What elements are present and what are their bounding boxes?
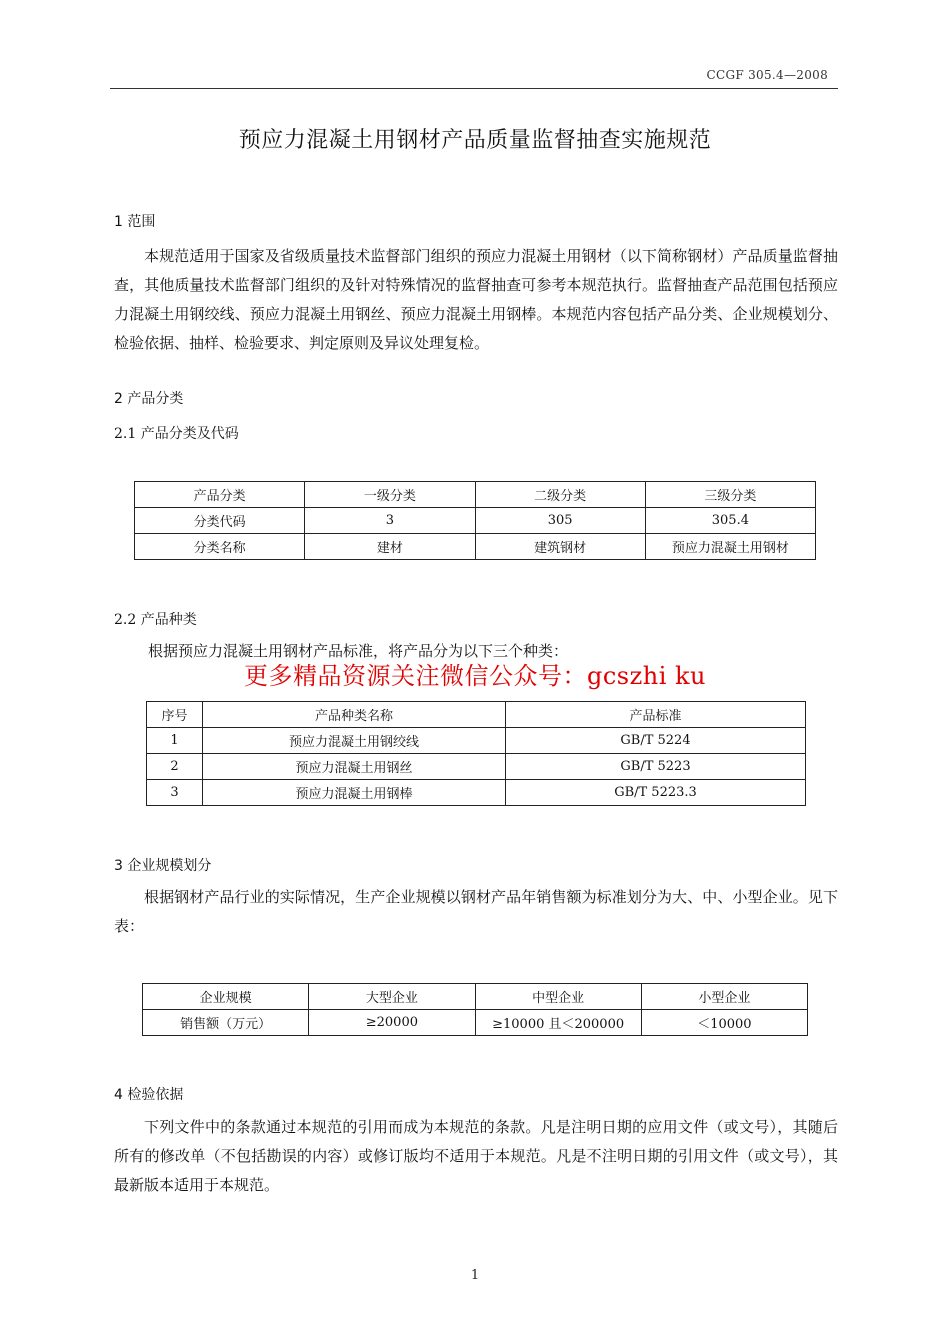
table-cell: 3 — [305, 508, 475, 534]
table-cell: 预应力混凝土用钢材 — [645, 534, 815, 560]
section-3-heading: 3 企业规模划分 — [114, 858, 212, 874]
table-row — [147, 754, 806, 780]
standard-code: CCGF 305.4—2008 — [706, 68, 828, 82]
table-cell: 产品分类 — [135, 482, 305, 508]
section-1-heading: 1 范围 — [114, 214, 156, 230]
product-types-table — [146, 701, 806, 806]
table-cell: 2 — [147, 754, 203, 780]
table-cell: 中型企业 — [475, 984, 641, 1010]
table-cell: GB/T 5223.3 — [506, 780, 806, 806]
table-cell: 预应力混凝土用钢棒 — [203, 780, 506, 806]
table-cell: 企业规模 — [143, 984, 309, 1010]
table-cell: 预应力混凝土用钢丝 — [203, 754, 506, 780]
section-2-2-heading: 2.2 产品种类 — [114, 612, 197, 628]
classification-table — [134, 481, 816, 560]
table-row — [135, 508, 816, 534]
table-cell: 305.4 — [645, 508, 815, 534]
table-cell: 建筑钢材 — [475, 534, 645, 560]
table-cell: 产品种类名称 — [203, 702, 506, 728]
page-number: 1 — [470, 1268, 480, 1283]
watermark-text: 更多精品资源关注微信公众号：gcszhi ku — [243, 662, 707, 690]
table-cell: ≥10000 且＜200000 — [475, 1010, 641, 1036]
table-cell: 二级分类 — [475, 482, 645, 508]
header-rule — [110, 88, 838, 89]
table-cell: 序号 — [147, 702, 203, 728]
table-cell: 大型企业 — [309, 984, 475, 1010]
table-cell: 1 — [147, 728, 203, 754]
table-cell: GB/T 5224 — [506, 728, 806, 754]
table-cell: ＜10000 — [641, 1010, 807, 1036]
table-cell: 产品标准 — [506, 702, 806, 728]
table-cell: 三级分类 — [645, 482, 815, 508]
section-4-paragraph: 下列文件中的条款通过本规范的引用而成为本规范的条款。凡是注明日期的应用文件（或文号），其随后所有的修改单（不包括勘误的内容）或修订版均不适用于本规范。凡是不注明日期的引用文件（或文号），其最新版本适用于本规范。 — [114, 1118, 838, 1194]
table-row — [147, 728, 806, 754]
table-cell: 小型企业 — [641, 984, 807, 1010]
table-cell: 建材 — [305, 534, 475, 560]
table-cell: 分类代码 — [135, 508, 305, 534]
table-cell: ≥20000 — [309, 1010, 475, 1036]
document-title: 预应力混凝土用钢材产品质量监督抽查实施规范 — [238, 128, 712, 153]
table-cell: GB/T 5223 — [506, 754, 806, 780]
section-3-paragraph: 根据钢材产品行业的实际情况，生产企业规模以钢材产品年销售额为标准划分为大、中、小型企业。见下表： — [114, 888, 838, 935]
table-row — [143, 984, 808, 1010]
section-4-heading: 4 检验依据 — [114, 1087, 184, 1103]
table-row — [135, 482, 816, 508]
table-cell: 分类名称 — [135, 534, 305, 560]
table-row — [147, 702, 806, 728]
table-cell: 销售额（万元） — [143, 1010, 309, 1036]
section-2-2-paragraph: 根据预应力混凝土用钢材产品标准，将产品分为以下三个种类： — [148, 642, 569, 660]
table-cell: 一级分类 — [305, 482, 475, 508]
section-2-heading: 2 产品分类 — [114, 391, 184, 407]
table-row — [135, 534, 816, 560]
section-2-1-heading: 2.1 产品分类及代码 — [114, 426, 239, 442]
enterprise-scale-table — [142, 983, 808, 1036]
section-1-paragraph: 本规范适用于国家及省级质量技术监督部门组织的预应力混凝土用钢材（以下简称钢材）产品质量监督抽查，其他质量技术监督部门组织的及针对特殊情况的监督抽查可参考本规范执行。监督抽查产品范围包括预应力混凝土用钢绞线、预应力混凝土用钢丝、预应力混凝土用钢棒。本规范内容包括产品分类、企业规模划分、检验依据、抽样、检验要求、判定原则及异议处理复检。 — [114, 247, 838, 352]
table-cell: 3 — [147, 780, 203, 806]
table-cell: 预应力混凝土用钢绞线 — [203, 728, 506, 754]
table-cell: 305 — [475, 508, 645, 534]
table-row — [147, 780, 806, 806]
table-row — [143, 1010, 808, 1036]
